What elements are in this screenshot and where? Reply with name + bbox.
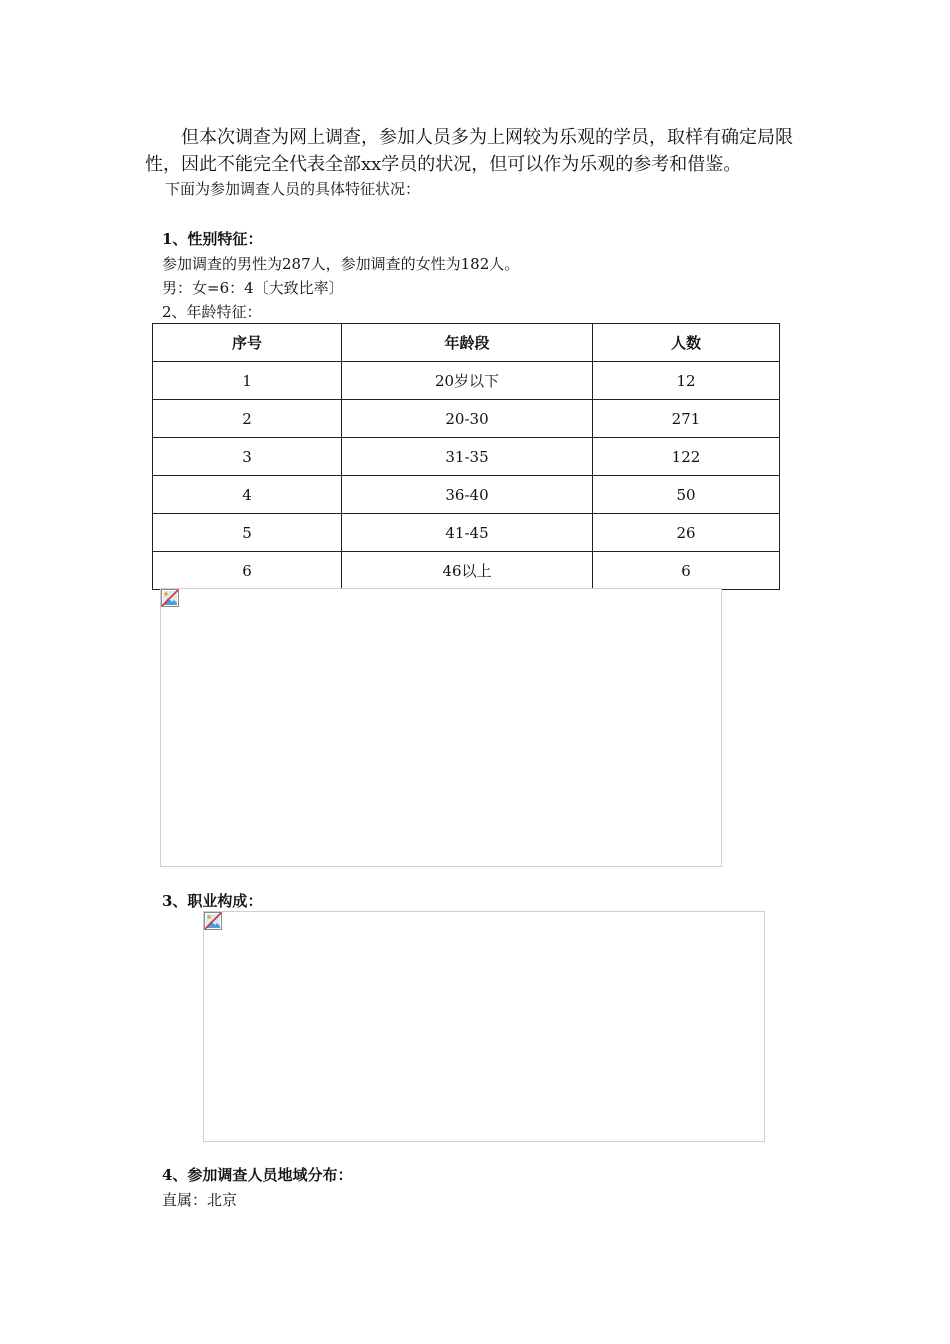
cell-count: 122 [593, 438, 780, 476]
cell-index: 2 [153, 400, 342, 438]
header-count: 人数 [593, 324, 780, 362]
section-gender-title: 1、性别特征： [162, 230, 263, 248]
cell-count: 50 [593, 476, 780, 514]
section-age-title: 2、年龄特征： [162, 303, 262, 321]
table-row [153, 438, 780, 476]
cell-index: 6 [153, 552, 342, 590]
cell-count: 26 [593, 514, 780, 552]
occupation-chart-image [203, 911, 765, 1142]
section-occupation-title: 3、职业构成： [162, 892, 263, 910]
table-row [153, 476, 780, 514]
header-age-range: 年龄段 [342, 324, 593, 362]
cell-count: 6 [593, 552, 780, 590]
intro-paragraph-text: 但本次调查为网上调查，参加人员多为上网较为乐观的学员，取样有确定局限性，因此不能完全代表全部xx学员的状况，但可以作为乐观的参考和借鉴。 [145, 127, 793, 175]
age-table-header-row [153, 324, 780, 362]
table-row [153, 362, 780, 400]
cell-age-range: 20岁以下 [342, 362, 593, 400]
cell-age-range: 36-40 [342, 476, 593, 514]
age-chart-image [160, 588, 722, 867]
cell-index: 1 [153, 362, 342, 400]
table-row [153, 514, 780, 552]
gender-ratio-text: 男：女=6：4〔大致比率〕 [162, 279, 344, 297]
cell-index: 3 [153, 438, 342, 476]
cell-age-range: 20-30 [342, 400, 593, 438]
gender-count-text: 参加调查的男性为287人，参加调查的女性为182人。 [162, 255, 520, 273]
intro-lead: 下面为参加调查人员的具体特征状况： [165, 180, 421, 198]
header-index: 序号 [153, 324, 342, 362]
broken-image-icon [204, 912, 222, 930]
region-direct-text: 直属：北京 [162, 1191, 238, 1209]
cell-count: 271 [593, 400, 780, 438]
age-table [152, 323, 780, 590]
table-row [153, 400, 780, 438]
cell-age-range: 31-35 [342, 438, 593, 476]
broken-image-icon [161, 589, 179, 607]
cell-age-range: 41-45 [342, 514, 593, 552]
cell-index: 4 [153, 476, 342, 514]
cell-age-range: 46以上 [342, 552, 593, 590]
section-region-title: 4、参加调查人员地域分布： [162, 1166, 353, 1184]
intro-paragraph [145, 124, 825, 178]
table-row [153, 552, 780, 590]
cell-index: 5 [153, 514, 342, 552]
cell-count: 12 [593, 362, 780, 400]
